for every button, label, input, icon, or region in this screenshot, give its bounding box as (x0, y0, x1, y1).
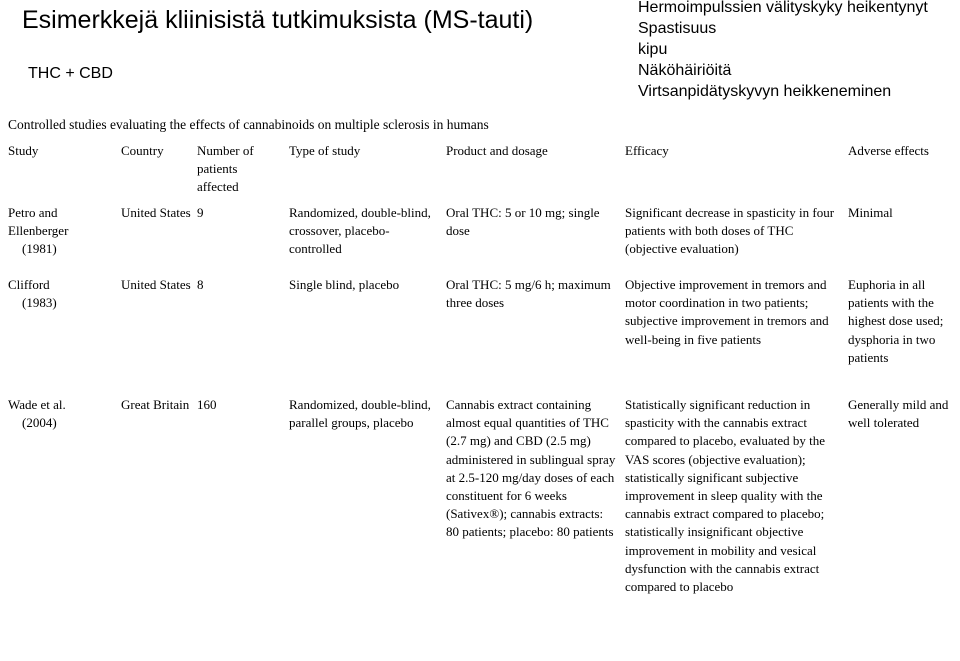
study-name: Wade et al. (8, 397, 66, 412)
country-cell: United States (121, 205, 191, 220)
slide-title: Esimerkkejä kliinisistä tutkimuksista (MS-tauti) (22, 6, 534, 34)
table-caption: Controlled studies evaluating the effects of cannabinoids on multiple sclerosis in humans (8, 117, 489, 132)
header-dosage: Product and dosage (446, 143, 548, 158)
adverse-cell: Minimal (848, 205, 893, 220)
symptom-item: Virtsanpidätyskyvyn heikkeneminen (638, 83, 892, 100)
patients-cell: 9 (197, 205, 204, 220)
patients-cell: 160 (197, 397, 217, 412)
adverse-cell: Euphoria in all patients with the highest dose used; dysphoria in two patients (848, 277, 944, 365)
symptom-item: kipu (638, 41, 668, 58)
efficacy-cell: Significant decrease in spasticity in four patients with both doses of THC (objective evaluation) (625, 205, 835, 257)
symptom-list (638, 0, 928, 102)
study-year: (1981) (22, 241, 57, 257)
study-year: (2004) (22, 415, 57, 431)
header-country: Country (121, 143, 164, 158)
header-patients: Number of patients affected (197, 143, 254, 195)
table-row (8, 276, 953, 396)
type-cell: Single blind, placebo (289, 277, 400, 292)
patients-cell: 8 (197, 277, 204, 292)
symptom-item: Spastisuus (638, 20, 717, 37)
study-cell (8, 276, 116, 312)
dosage-cell: Oral THC: 5 mg/6 h; maximum three doses (446, 277, 611, 311)
type-cell: Randomized, double-blind, parallel groups, placebo (289, 397, 431, 431)
study-cell (8, 204, 116, 259)
header-type: Type of study (289, 143, 361, 158)
study-name: Petro and Ellenberger (8, 205, 69, 239)
table-header-row (8, 142, 953, 204)
symptom-item: Hermoimpulssien välityskyky heikentynyt (638, 0, 928, 16)
header-study: Study (8, 143, 39, 158)
header-adverse: Adverse effects (848, 143, 929, 158)
dosage-cell: Oral THC: 5 or 10 mg; single dose (446, 205, 600, 239)
studies-table (8, 142, 953, 656)
table-row (8, 396, 953, 656)
table-row (8, 204, 953, 276)
dosage-cell: Cannabis extract containing almost equal quantities of THC (2.7 mg) and CBD (2.5 mg) administered in sublingual spray at 2.5-120 mg/day doses of each constituent for 6 weeks (Sativex®); cannabis extracts: 80 patients; placebo: 80 patients (446, 397, 616, 540)
symptom-item: Näköhäiriöitä (638, 62, 732, 79)
efficacy-cell: Objective improvement in tremors and motor coordination in two patients; subjective improvement in tremors and well-being in five patients (625, 277, 829, 347)
header-efficacy: Efficacy (625, 143, 669, 158)
country-cell: Great Britain (121, 397, 190, 412)
study-year: (1983) (22, 295, 57, 311)
study-cell (8, 396, 116, 432)
study-name: Clifford (8, 277, 50, 292)
efficacy-cell: Statistically significant reduction in spasticity with the cannabis extract compared to placebo, evaluated by the VAS scores (objective evaluation); statistically significant subjective improvement in sleep quality with the cannabis extract compared to placebo; statistically insignificant objective improvement in mobility and vesical dysfunction with the cannabis extract compared to placebo (625, 397, 825, 595)
type-cell: Randomized, double-blind, crossover, placebo-controlled (289, 205, 431, 257)
subtitle: THC + CBD (28, 65, 113, 82)
country-cell: United States (121, 277, 191, 292)
adverse-cell: Generally mild and well tolerated (848, 397, 949, 431)
